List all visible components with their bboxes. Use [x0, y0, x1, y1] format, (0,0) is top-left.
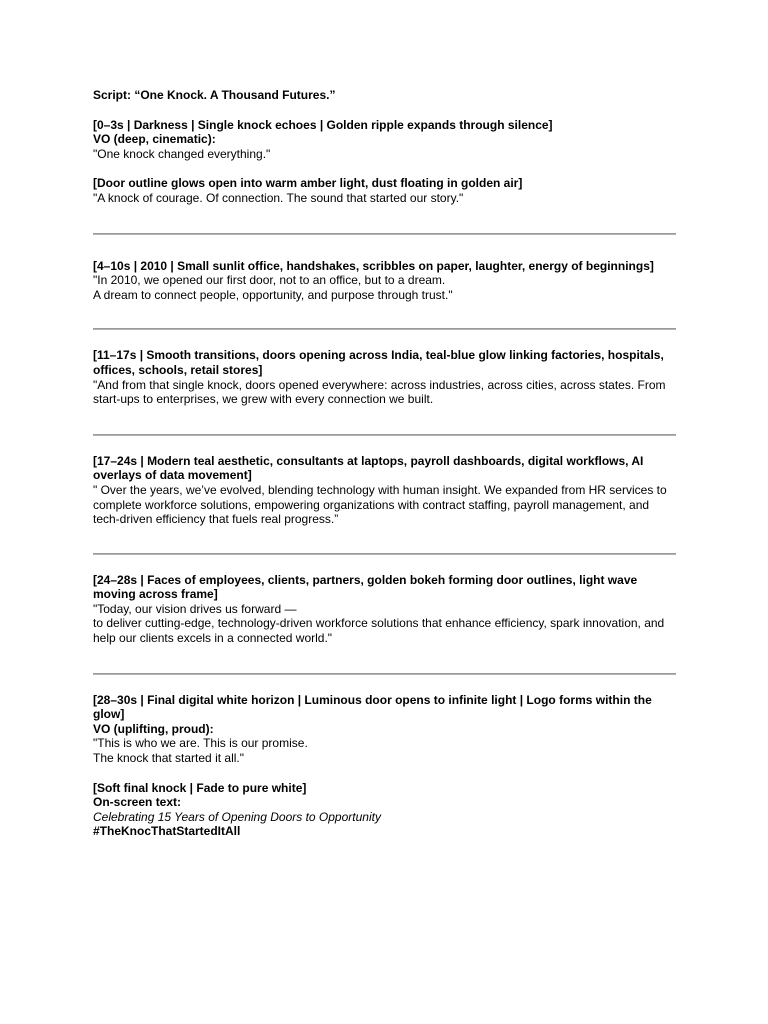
scene-section-intro: [93, 118, 676, 162]
scene-direction: [11–17s | Smooth transitions, doors opening across India, teal-blue glow linking factories, hospitals, offices, schools, retail stores]: [93, 348, 664, 377]
section-divider: [93, 434, 676, 436]
scene-direction: [Soft final knock | Fade to pure white]: [93, 780, 307, 795]
scene-section-expansion: [93, 348, 676, 406]
scene-section-closing: [93, 781, 676, 839]
onscreen-label: On-screen text:: [93, 795, 182, 810]
scene-section-finale: [93, 693, 676, 766]
vo-line: The knock that started it all.": [93, 751, 244, 766]
vo-line: "This is who we are. This is our promise.: [93, 736, 308, 751]
section-divider: [93, 233, 676, 235]
vo-label: VO (uplifting, proud):: [93, 721, 214, 736]
scene-direction: [4–10s | 2010 | Small sunlit office, handshakes, scribbles on paper, laughter, energy of beginnings]: [93, 258, 654, 273]
scene-direction: [Door outline glows open into warm amber light, dust floating in golden air]: [93, 176, 523, 191]
scene-section-door: [93, 176, 676, 205]
section-divider: [93, 673, 676, 675]
scene-section-2010: [93, 259, 676, 303]
vo-line: "A knock of courage. Of connection. The sound that started our story.": [93, 190, 464, 205]
vo-line: "And from that single knock, doors opened everywhere: across industries, across cities, across states. From start-ups to enterprises, we grew with every connection we built.: [93, 377, 666, 407]
vo-line: " Over the years, we’ve evolved, blending technology with human insight. We expanded from HR services to complete workforce solutions, empowering organizations with contract staffing, payroll management, and tech-driven efficiency that fuels real progress.”: [93, 482, 667, 527]
section-divider: [93, 553, 676, 555]
script-body: [93, 88, 676, 839]
vo-label: VO (deep, cinematic):: [93, 132, 216, 147]
hashtag: #TheKnocThatStartedItAll: [93, 824, 241, 839]
scene-section-vision: [93, 573, 676, 646]
scene-section-technology: [93, 454, 676, 527]
vo-line: "One knock changed everything.": [93, 146, 271, 161]
scene-direction: [24–28s | Faces of employees, clients, partners, golden bokeh forming door outlines, light wave moving across frame]: [93, 572, 638, 602]
onscreen-text: Celebrating 15 Years of Opening Doors to Opportunity: [93, 809, 381, 824]
scene-direction: [28–30s | Final digital white horizon | Luminous door opens to infinite light | Logo forms within the glow]: [93, 692, 652, 722]
vo-line: "In 2010, we opened our first door, not to an office, but to a dream.: [93, 273, 446, 288]
vo-line: "Today, our vision drives us forward —: [93, 601, 297, 616]
document-title: Script: “One Knock. A Thousand Futures.”: [93, 88, 336, 102]
scene-direction: [17–24s | Modern teal aesthetic, consultants at laptops, payroll dashboards, digital workflows, AI overlays of data movement]: [93, 453, 644, 483]
scene-direction: [0–3s | Darkness | Single knock echoes | Golden ripple expands through silence]: [93, 117, 553, 132]
vo-line: to deliver cutting-edge, technology-driven workforce solutions that enhance efficiency, spark innovation, and help our clients excels in a connected world.": [93, 616, 665, 646]
vo-line: A dream to connect people, opportunity, and purpose through trust.": [93, 287, 453, 302]
section-divider: [93, 328, 676, 330]
